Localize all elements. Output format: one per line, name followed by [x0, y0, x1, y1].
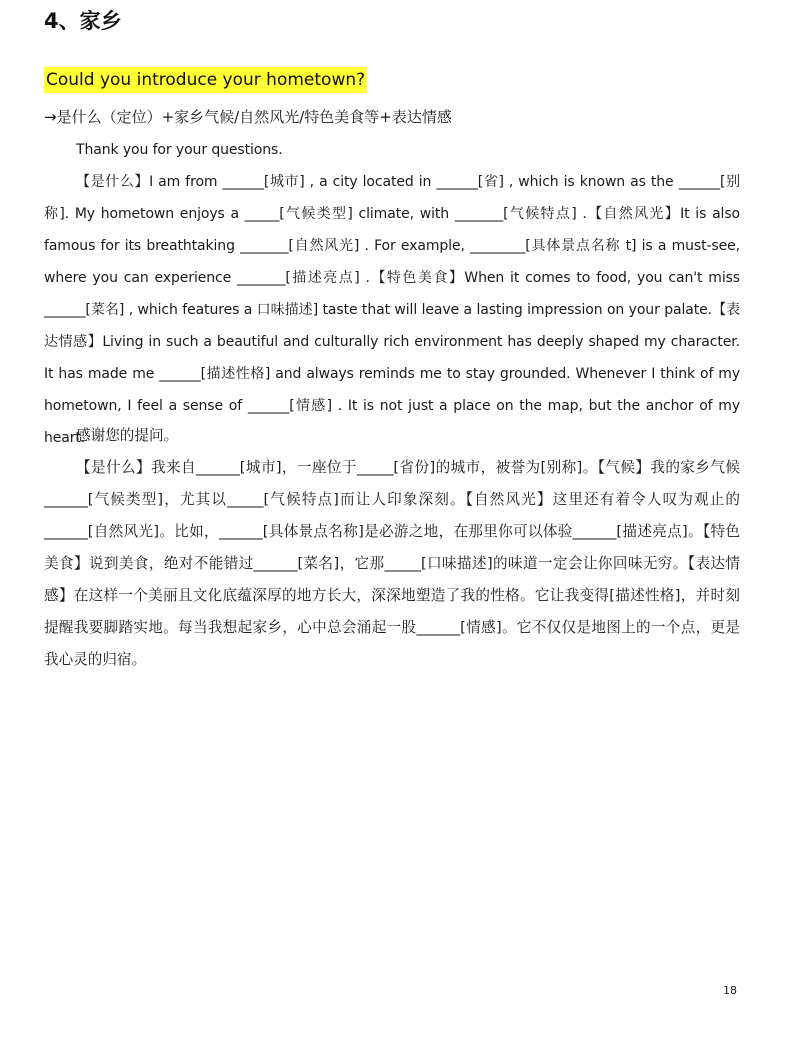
- answer-outline: →是什么（定位）+家乡气候/自然风光/特色美食等+表达情感: [44, 108, 452, 126]
- english-greeting: [44, 134, 740, 166]
- chinese-thanks: 感谢您的提问。: [76, 427, 179, 444]
- question-highlighted: [44, 67, 367, 93]
- page-number: 18: [723, 984, 737, 997]
- english-paragraph: 【是什么】I am from ______[城市] , a city located in ______[省] , which is known as the ______[别称]. My hometown enjoys a _____[气候类型] climate, with _______[气候特点] .【自然风光】It is also famous for its breathtaking _______[自然风光] . For example, ________[具体景点名称 t] is a must-see, where you can experience _______[描述亮点] .【特色美食】When it comes to food, you can't miss ______[菜名] , which features a 口味描述] taste that will leave a lasting impression on your palate.【表达情感】Living in such a beautiful and culturally rich environment has deeply shaped my character. It has made me ______[描述性格] and always reminds me to stay grounded. Whenever I think of my hometown, I feel a sense of ______[情感] . It is not just a place on the map, but the anchor of my heart.: [44, 174, 740, 446]
- question-text: Could you introduce your hometown?: [46, 70, 366, 90]
- section-heading: 4、家乡: [44, 9, 122, 33]
- chinese-paragraph: 【是什么】我来自______[城市]，一座位于_____[省份]的城市，被誉为[别称]。【气候】我的家乡气候______[气候类型]，尤其以_____[气候特点]而让人印象深刻。【自然风光】这里还有着令人叹为观止的______[自然风光]。比如，______[具体景点名称]是必游之地，在那里你可以体验______[描述亮点]。【特色美食】说到美食，绝对不能错过______[菜名]，它那_____[口味描述]的味道一定会让你回味无穷。【表达情感】在这样一个美丽且文化底蕴深厚的地方长大，深深地塑造了我的性格。它让我变得[描述性格]，并时刻提醒我要脚踏实地。每当我想起家乡，心中总会涌起一股______[情感]。它不仅仅是地图上的一个点，更是我心灵的归宿。: [44, 459, 740, 668]
- english-greeting-text: Thank you for your questions.: [76, 142, 283, 158]
